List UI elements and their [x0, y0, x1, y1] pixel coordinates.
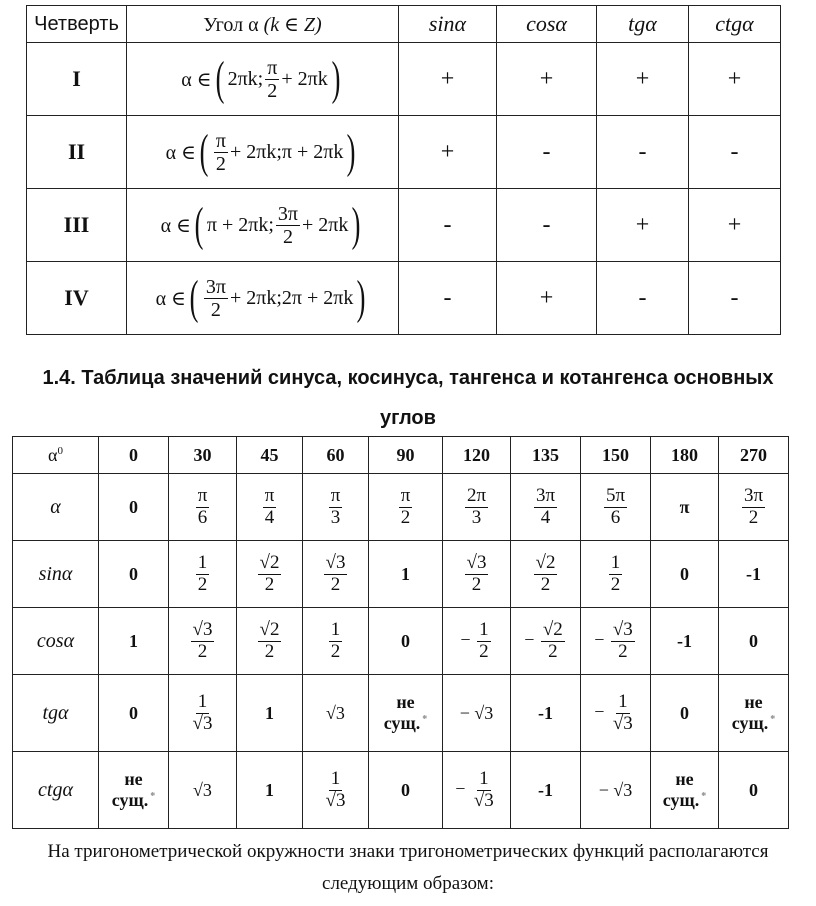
numerator: 1	[197, 551, 208, 573]
right-paren-icon: )	[352, 198, 361, 251]
lower-bound: π + 2πk;	[206, 213, 274, 236]
denominator: 6	[197, 506, 208, 528]
value-cell	[581, 752, 651, 829]
sign-cell: -	[597, 116, 689, 189]
value-cell	[237, 541, 303, 608]
denominator: 3	[471, 506, 482, 528]
value-fraction	[465, 486, 488, 529]
root-value: − √3	[598, 779, 633, 800]
quadrant-label: II	[27, 116, 127, 189]
value-fraction	[477, 620, 491, 663]
quadrant-row	[27, 43, 781, 116]
value-fraction	[472, 769, 496, 812]
angle-interval	[127, 116, 399, 189]
not-exist-line-2: сущ. *	[111, 790, 156, 810]
numerator: π	[264, 484, 275, 506]
value-cell: 1	[237, 675, 303, 752]
tg-row	[13, 675, 789, 752]
sign-cell: +	[399, 116, 497, 189]
numerator: 1	[330, 767, 341, 789]
denominator: 4	[264, 506, 275, 528]
value-cell	[651, 752, 719, 829]
value-cell	[511, 474, 581, 541]
sin-row	[13, 541, 789, 608]
numerator: π	[330, 484, 341, 506]
header-angle-word: Угол	[203, 13, 244, 36]
not-exist-mark: *	[770, 714, 776, 725]
not-exist-line-1: не	[744, 692, 763, 712]
row-label: cosα	[13, 608, 99, 675]
header-angle-alpha: α	[248, 13, 259, 36]
radian-row	[13, 474, 789, 541]
value-cell	[443, 675, 511, 752]
root-value: √3	[326, 702, 345, 723]
denominator: 2	[748, 506, 759, 528]
value-cell: -1	[719, 541, 789, 608]
numerator: π	[197, 484, 208, 506]
sign-cell: -	[399, 262, 497, 335]
alpha-in: α ∈	[165, 141, 196, 164]
upper-bound: + 2πk	[281, 67, 328, 90]
value-cell: -1	[651, 608, 719, 675]
value-cell	[581, 541, 651, 608]
trig-values-body	[13, 437, 789, 829]
value-fraction	[258, 553, 282, 596]
denominator: 2	[267, 79, 278, 102]
upper-bound: π + 2πk	[281, 140, 344, 163]
value-cell: 0	[719, 752, 789, 829]
sign-cell: -	[597, 262, 689, 335]
sign-cell: +	[597, 43, 689, 116]
interval-formula	[155, 271, 370, 324]
denominator: 2	[264, 640, 275, 662]
value-cell: 0	[719, 608, 789, 675]
lower-bound: + 2πk;	[229, 140, 282, 163]
footer-line-2: следующим образом:	[322, 873, 494, 894]
value-cell	[303, 675, 369, 752]
quadrant-row	[27, 116, 781, 189]
footer-text	[0, 836, 816, 900]
value-cell: 1	[99, 608, 169, 675]
value-cell: 0	[651, 541, 719, 608]
degree-value: 270	[719, 437, 789, 474]
numerator: √3	[325, 551, 346, 573]
row-label: α	[13, 474, 99, 541]
value-cell	[303, 474, 369, 541]
trig-values-table	[12, 436, 789, 829]
denominator: 2	[197, 640, 208, 662]
sign-cell: -	[497, 116, 597, 189]
quadrant-row	[27, 189, 781, 262]
left-paren-icon: (	[194, 198, 204, 251]
degree-value: 90	[369, 437, 443, 474]
degree-value: 120	[443, 437, 511, 474]
value-fraction	[399, 486, 413, 529]
value-cell	[169, 752, 237, 829]
upper-bound-fraction	[265, 57, 279, 102]
value-cell: 0	[99, 541, 169, 608]
ctg-row	[13, 752, 789, 829]
sign-cell: -	[689, 262, 781, 335]
angle-interval	[127, 262, 399, 335]
denominator: 2	[197, 573, 208, 595]
value-cell	[169, 541, 237, 608]
numerator: 3π	[535, 484, 556, 506]
value-cell	[169, 474, 237, 541]
denominator: 3	[330, 506, 341, 528]
value-cell	[303, 752, 369, 829]
value-cell: 1	[237, 752, 303, 829]
lower-bound: + 2πk;	[229, 286, 282, 309]
value-cell	[581, 474, 651, 541]
value-cell: 0	[651, 675, 719, 752]
not-exist-mark: *	[701, 791, 707, 802]
sign-cell: +	[689, 189, 781, 262]
angle-interval	[127, 189, 399, 262]
numerator: 3π	[277, 202, 299, 225]
value-cell	[169, 675, 237, 752]
value-cell	[719, 474, 789, 541]
alpha-in: α ∈	[160, 214, 191, 237]
alpha-in: α ∈	[181, 68, 212, 91]
upper-bound-fraction	[276, 203, 300, 248]
denominator: 4	[540, 506, 551, 528]
value-cell	[443, 474, 511, 541]
sign-cell: +	[689, 43, 781, 116]
value-cell: -1	[511, 752, 581, 829]
quadrant-label: III	[27, 189, 127, 262]
right-paren-icon: )	[331, 52, 341, 105]
numerator: √3	[192, 618, 213, 640]
value-cell: -1	[511, 675, 581, 752]
interval-formula	[181, 52, 343, 105]
quadrant-table-body	[27, 43, 781, 335]
value-cell	[303, 608, 369, 675]
numerator: 5π	[605, 484, 626, 506]
alpha-symbol: α	[48, 444, 58, 465]
right-paren-icon: )	[347, 125, 356, 178]
degree-value: 60	[303, 437, 369, 474]
denominator: 6	[610, 506, 621, 528]
interval-formula	[165, 125, 360, 178]
minus-sign: −	[460, 629, 476, 650]
denominator: 2	[210, 298, 221, 321]
denominator: √3	[612, 712, 633, 734]
degree-value: 0	[99, 437, 169, 474]
numerator: √2	[535, 551, 556, 573]
value-cell	[99, 752, 169, 829]
denominator: 2	[540, 573, 551, 595]
value-fraction	[329, 620, 343, 663]
denominator: 2	[479, 640, 489, 662]
numerator: 2π	[466, 484, 487, 506]
numerator: π	[267, 56, 278, 79]
value-fraction	[263, 486, 277, 529]
value-cell: 0	[99, 675, 169, 752]
degree-value: 45	[237, 437, 303, 474]
degree-value: 30	[169, 437, 237, 474]
value-fraction	[604, 486, 627, 529]
value-cell: 0	[369, 608, 443, 675]
value-cell	[511, 608, 581, 675]
value-cell	[443, 541, 511, 608]
degree-row	[13, 437, 789, 474]
value-fraction	[534, 553, 558, 596]
degree-label	[13, 437, 99, 474]
interval-formula	[160, 198, 365, 251]
header-sin: sinα	[399, 6, 497, 43]
numerator: 1	[479, 767, 489, 789]
row-label: sinα	[13, 541, 99, 608]
value-fraction	[324, 553, 348, 596]
value-fraction	[258, 620, 282, 663]
left-paren-icon: (	[189, 271, 199, 324]
minus-sign: −	[455, 778, 470, 799]
header-ctg: ctgα	[689, 6, 781, 43]
not-exist-line-1: не	[396, 692, 415, 712]
minus-sign: −	[594, 701, 609, 722]
not-exist-line-1: не	[124, 769, 143, 789]
numerator: √3	[612, 618, 633, 640]
value-cell	[369, 675, 443, 752]
left-paren-icon: (	[199, 125, 209, 178]
sign-cell: +	[399, 43, 497, 116]
root-value: − √3	[459, 702, 494, 723]
degree-value: 180	[651, 437, 719, 474]
denominator: 2	[610, 573, 621, 595]
value-cell	[443, 608, 511, 675]
row-label: ctgα	[13, 752, 99, 829]
numerator: √2	[259, 551, 280, 573]
value-fraction	[611, 692, 635, 735]
denominator: 2	[215, 152, 226, 175]
value-fraction	[191, 692, 215, 735]
section-heading	[0, 358, 816, 438]
value-cell	[237, 608, 303, 675]
heading-line-2: углов	[380, 407, 436, 429]
numerator: 1	[330, 618, 341, 640]
not-exist-line-2: сущ. *	[383, 713, 428, 733]
minus-sign: −	[594, 629, 609, 650]
quadrant-label: IV	[27, 262, 127, 335]
value-cell	[581, 608, 651, 675]
lower-bound-fraction	[214, 130, 228, 175]
sign-cell: +	[497, 43, 597, 116]
header-tg: tgα	[597, 6, 689, 43]
numerator: 1	[610, 551, 621, 573]
quadrant-signs-table	[26, 5, 781, 335]
numerator: 3π	[205, 275, 226, 298]
degree-sup: 0	[57, 444, 63, 457]
root-value: √3	[193, 779, 212, 800]
header-cos: cosα	[497, 6, 597, 43]
value-cell	[369, 474, 443, 541]
quadrant-table-header	[27, 6, 781, 43]
upper-bound: 2π + 2πk	[281, 286, 354, 309]
denominator: 2	[618, 640, 628, 662]
denominator: 2	[400, 506, 411, 528]
numerator: 1	[197, 690, 208, 712]
left-paren-icon: (	[215, 52, 224, 105]
sign-cell: -	[399, 189, 497, 262]
value-cell	[303, 541, 369, 608]
numerator: √2	[542, 618, 563, 640]
value-fraction	[196, 486, 210, 529]
alpha-in: α ∈	[155, 287, 186, 310]
not-exist-line-2: сущ. *	[731, 713, 776, 733]
header-angle-k: (k ∈ Z)	[263, 13, 322, 36]
value-cell	[511, 541, 581, 608]
denominator: 2	[471, 573, 482, 595]
upper-bound: + 2πk	[302, 213, 349, 236]
denominator: 2	[282, 225, 293, 248]
degree-value: 135	[511, 437, 581, 474]
value-cell	[719, 675, 789, 752]
not-exist-mark: *	[422, 714, 428, 725]
quadrant-label: I	[27, 43, 127, 116]
row-label: tgα	[13, 675, 99, 752]
value-fraction	[609, 553, 623, 596]
sign-cell: +	[597, 189, 689, 262]
lower-bound: 2πk;	[227, 67, 264, 90]
header-quadrant: Четверть	[27, 6, 127, 43]
not-exist-line-1: не	[675, 769, 694, 789]
value-cell: 1	[369, 541, 443, 608]
numerator: π	[215, 129, 226, 152]
not-exist-line-2: сущ. *	[662, 790, 707, 810]
degree-value: 150	[581, 437, 651, 474]
value-cell	[237, 474, 303, 541]
angle-interval	[127, 43, 399, 116]
numerator: 1	[479, 618, 489, 640]
value-fraction	[324, 769, 348, 812]
numerator: 1	[618, 690, 628, 712]
numerator: √3	[466, 551, 487, 573]
footer-line-1: На тригонометрической окружности знаки тригонометрических функций располагаются	[47, 841, 769, 862]
denominator: √3	[473, 789, 494, 811]
denominator: 2	[548, 640, 558, 662]
value-cell	[443, 752, 511, 829]
value-fraction	[196, 553, 210, 596]
numerator: 3π	[743, 484, 764, 506]
value-cell: π	[651, 474, 719, 541]
value-fraction	[465, 553, 489, 596]
denominator: 2	[330, 573, 341, 595]
quadrant-row	[27, 262, 781, 335]
value-cell: 0	[99, 474, 169, 541]
minus-sign: −	[524, 629, 539, 650]
value-fraction	[191, 620, 215, 663]
right-paren-icon: )	[357, 271, 366, 324]
numerator: π	[400, 484, 411, 506]
sign-cell: -	[497, 189, 597, 262]
value-fraction	[329, 486, 343, 529]
value-fraction	[611, 620, 635, 663]
value-fraction	[541, 620, 565, 663]
heading-line-1: 1.4. Таблица значений синуса, косинуса, тангенса и котангенса основных	[42, 367, 774, 389]
value-cell	[169, 608, 237, 675]
not-exist-mark: *	[150, 791, 156, 802]
value-fraction	[742, 486, 765, 529]
sign-cell: +	[497, 262, 597, 335]
value-cell: 0	[369, 752, 443, 829]
cos-row	[13, 608, 789, 675]
denominator: 2	[264, 573, 275, 595]
value-cell	[581, 675, 651, 752]
header-angle	[127, 6, 399, 43]
denominator: √3	[192, 712, 213, 734]
numerator: √2	[259, 618, 280, 640]
sign-cell: -	[689, 116, 781, 189]
value-fraction	[534, 486, 557, 529]
lower-bound-fraction	[204, 276, 228, 321]
denominator: √3	[325, 789, 346, 811]
denominator: 2	[330, 640, 341, 662]
